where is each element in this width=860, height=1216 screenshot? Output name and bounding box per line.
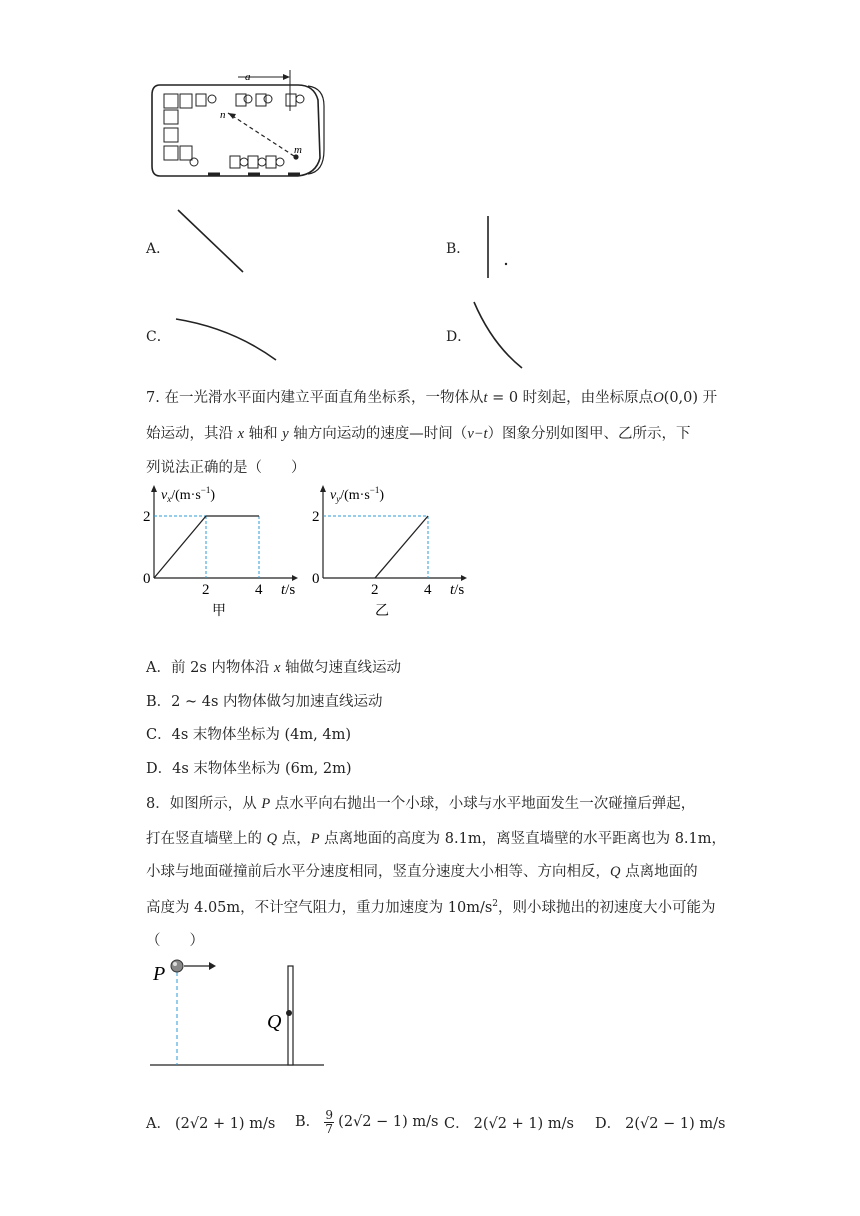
graph-jia-caption: 甲 — [212, 604, 226, 619]
vy-axis-label: $v_y/(m\cdot s^{-1})$ — [330, 485, 385, 504]
q7-stem-line-3: 列说法正确的是（ ） — [146, 460, 306, 476]
vy-t-graph — [309, 480, 469, 620]
q8-option-c[interactable]: C． 2(√2 + 1) m/s — [444, 1116, 574, 1132]
vx-tick-2: 2 — [143, 509, 151, 525]
q6-option-c-trajectory — [170, 312, 282, 366]
q8-stem-line-5: （ ） — [146, 933, 204, 949]
vy-tick-2: 2 — [312, 509, 320, 525]
vy-origin: 0 — [312, 571, 320, 587]
q6-option-a-trajectory — [172, 206, 252, 278]
q6-option-b-trajectory — [480, 210, 520, 282]
q7-option-a[interactable]: A．前 2s 内物体沿 x 轴做匀速直线运动 — [146, 660, 402, 676]
vy-tick-t2: 2 — [371, 582, 379, 598]
point-q-label: Q — [267, 1011, 282, 1033]
acceleration-label: a — [245, 71, 251, 83]
vy-time-axis-label: t/s — [450, 582, 465, 598]
graph-yi-caption: 乙 — [375, 604, 389, 619]
q8-option-d[interactable]: D． 2(√2 − 1) m/s — [595, 1116, 726, 1132]
q7-option-d[interactable]: D．4s 末物体坐标为 (6m, 2m) — [146, 761, 352, 777]
point-n-label: n — [220, 109, 226, 121]
vx-axis-label: $v_x/(m\cdot s^{-1})$ — [161, 485, 216, 504]
point-p-label: P — [153, 963, 166, 985]
q7-stem-line-1: 7. 在一光滑水平面内建立平面直角坐标系，一物体从t = 0 时刻起，由坐标原点O(0,0) 开 — [146, 390, 718, 406]
q6-option-c-label[interactable]: C． — [146, 329, 171, 345]
vx-tick-t2: 2 — [202, 582, 210, 598]
q7-stem-line-2: 始运动，其沿 x 轴和 y 轴方向运动的速度—时间（v−t）图象分别如图甲、乙所示，下 — [146, 426, 691, 442]
vy-tick-t4: 4 — [424, 582, 432, 598]
q6-option-a-label[interactable]: A． — [146, 241, 171, 257]
q6-option-d-label[interactable]: D． — [446, 329, 472, 345]
q8-stem-line-2: 打在竖直墙壁上的 Q 点，P 点离地面的高度为 8.1m，离竖直墙壁的水平距离也为 8.1m， — [146, 831, 727, 847]
q8-stem-line-1: 8．如图所示，从 P 点水平向右抛出一个小球，小球与水平地面发生一次碰撞后弹起， — [146, 796, 696, 812]
q8-option-b[interactable]: B． 9 7 (2√2 − 1) m/s — [295, 1108, 439, 1136]
vx-tick-t4: 4 — [255, 582, 263, 598]
bus-figure — [148, 66, 328, 186]
q6-option-b-label[interactable]: B． — [446, 241, 471, 257]
q8-option-a[interactable]: A． (2√2 + 1) m/s — [146, 1116, 276, 1132]
vx-time-axis-label: t/s — [281, 582, 296, 598]
projectile-wall-figure — [146, 955, 336, 1075]
point-m-label: m — [294, 144, 302, 156]
q7-option-c[interactable]: C．4s 末物体坐标为 (4m, 4m) — [146, 727, 351, 743]
q7-option-b[interactable]: B．2 ~ 4s 内物体做匀加速直线运动 — [146, 694, 383, 710]
q8-stem-line-3: 小球与地面碰撞前后水平分速度相同，竖直分速度大小相等、方向相反，Q 点离地面的 — [146, 864, 698, 880]
q6-option-d-trajectory — [470, 296, 530, 374]
vx-origin: 0 — [143, 571, 151, 587]
q8-stem-line-4: 高度为 4.05m，不计空气阻力，重力加速度为 $10m/s^2$，则小球抛出的初速度大小可能为 — [146, 899, 716, 916]
vx-t-graph — [140, 480, 300, 620]
